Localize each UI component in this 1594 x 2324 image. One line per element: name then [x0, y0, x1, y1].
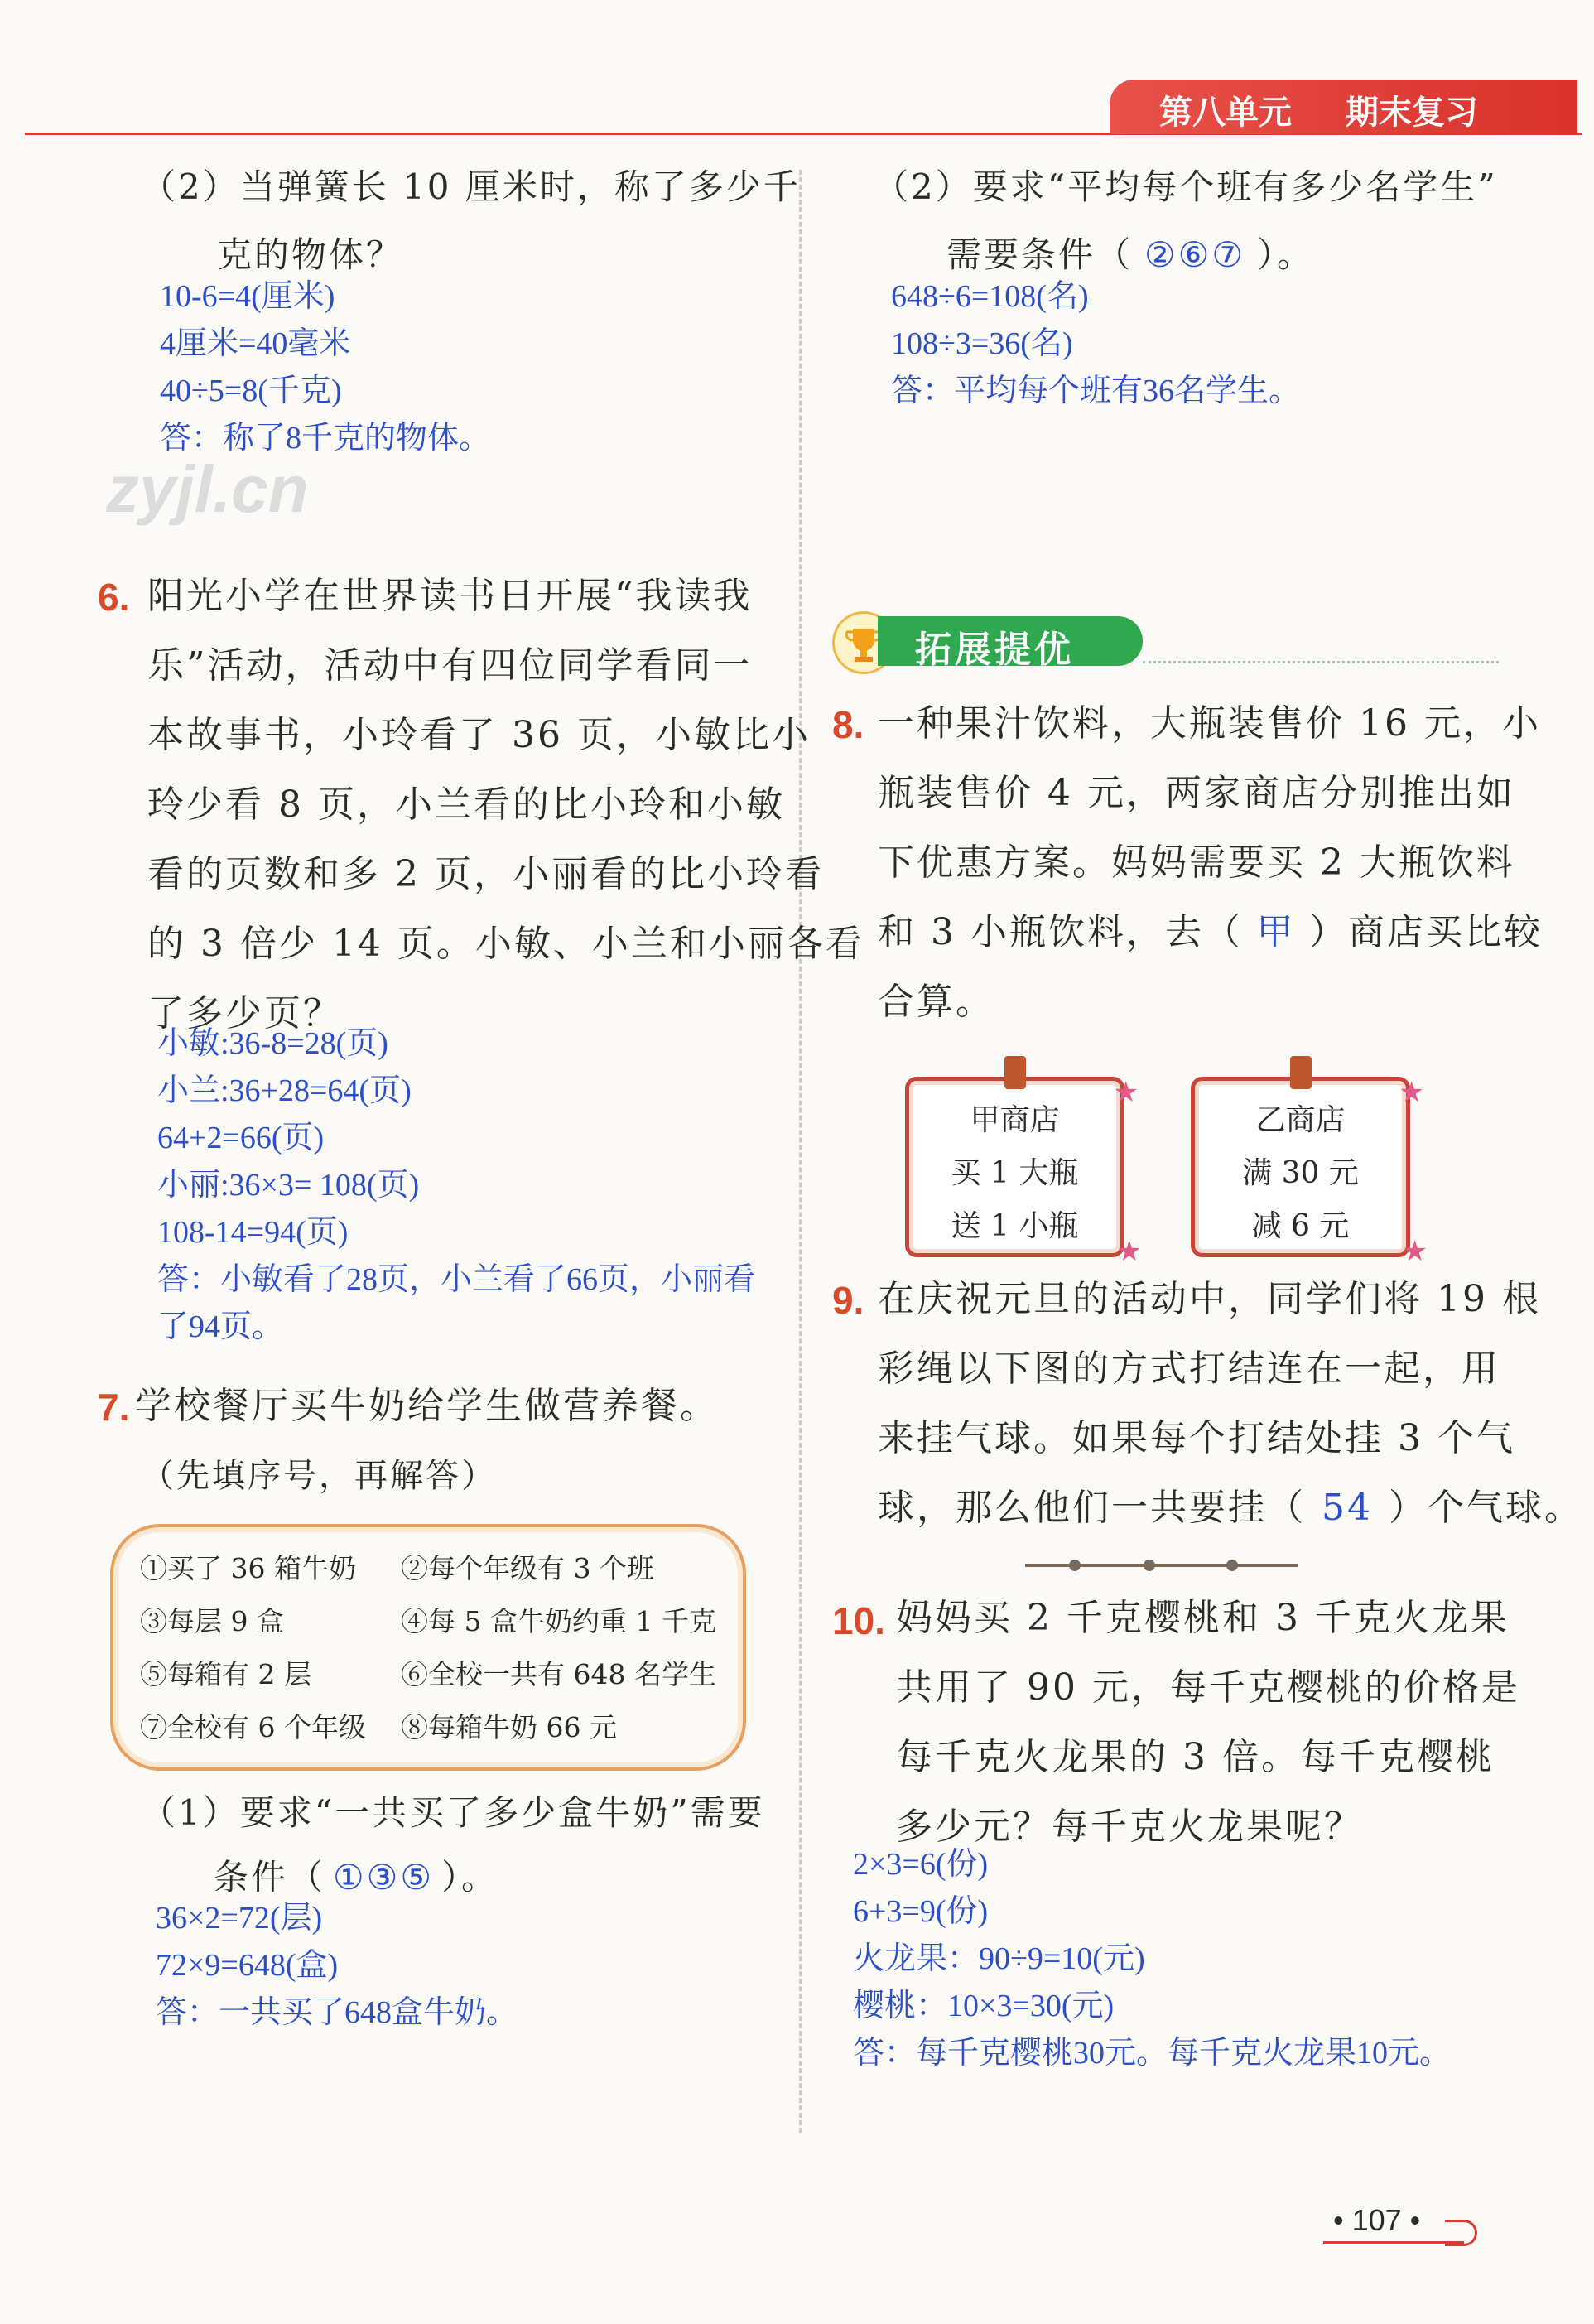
shop-a-name: 甲商店: [970, 1103, 1060, 1137]
text-line: 彩绳以下图的方式打结连在一起，用: [878, 1348, 1500, 1390]
watermark: zyjl.cn: [106, 452, 309, 526]
star-icon: ★: [1402, 1235, 1428, 1268]
star-icon: ★: [1113, 1076, 1139, 1109]
text-line: 来挂气球。如果每个打结处挂 3 个气: [878, 1417, 1515, 1459]
q8-line4-prefix: 和 3 小瓶饮料，去（: [878, 911, 1243, 953]
q7-line2: （先填序号，再解答）: [141, 1457, 497, 1495]
q6-number: 6.: [98, 576, 130, 619]
text-line: 的 3 倍少 14 页。小敏、小兰和小丽各看: [147, 923, 864, 965]
shop-a-sign: [905, 1076, 1142, 1268]
star-icon: ★: [1116, 1235, 1142, 1268]
condition-row: [140, 1595, 716, 1648]
text-line: 阳光小学在世界读书日开展“我读我: [147, 575, 753, 617]
header-banner: [1110, 80, 1577, 134]
text-line: [878, 1473, 1583, 1543]
q5-2-line1: （2）当弹簧长 10 厘米时，称了多少千: [141, 166, 801, 207]
star-icon: ★: [1399, 1076, 1424, 1109]
condition-row: [140, 1542, 716, 1595]
q7-2-answers: [891, 273, 1300, 415]
answer-line: 36×2=72(层): [156, 1901, 323, 1936]
q10-answers: [853, 1841, 1451, 2077]
condition-7: ⑦全校有 6 个年级: [140, 1711, 366, 1743]
section-title: 拓展提优: [915, 629, 1074, 671]
text-line: 共用了 90 元，每千克樱桃的价格是: [896, 1666, 1520, 1709]
answer-line: 答：称了8千克的物体。: [160, 421, 491, 456]
answer-line: 答：平均每个班有36名学生。: [891, 374, 1301, 408]
answer-line: 108÷3=36(名): [891, 326, 1073, 361]
text-line: 多少元？每千克火龙果呢？: [896, 1806, 1363, 1848]
condition-4: ④每 5 盒牛奶约重 1 千克: [401, 1605, 716, 1637]
shop-a-offer2: 送 1 小瓶: [951, 1209, 1079, 1243]
answer-line: 10-6=4(厘米): [160, 279, 335, 314]
text-line: 乐”活动，活动中有四位同学看同一: [147, 644, 753, 687]
answer-line: 40÷5=8(千克): [160, 374, 342, 408]
condition-5: ⑤每箱有 2 层: [140, 1658, 311, 1690]
q8-line4-suffix: ）商店买比较: [1308, 911, 1543, 953]
q7-1-prefix: 条件（: [214, 1857, 326, 1897]
condition-8: ⑧每箱牛奶 66 元: [401, 1711, 617, 1743]
header-title: 期末复习: [1346, 94, 1478, 132]
answer-line: 小敏:36-8=28(页): [157, 1026, 388, 1061]
shop-a-offer1: 买 1 大瓶: [951, 1156, 1079, 1190]
answer-line: 小兰:36+28=64(页): [157, 1073, 412, 1108]
shop-b-offer2: 减 6 元: [1251, 1209, 1350, 1243]
answer-line: 64+2=66(页): [157, 1121, 325, 1155]
text-line: 瓶装售价 4 元，两家商店分别推出如: [878, 772, 1515, 814]
answer-line: 4厘米=40毫米: [160, 326, 351, 361]
column-divider: [799, 170, 802, 2133]
shop-b-offer1: 满 30 元: [1242, 1156, 1359, 1190]
answer-line: 答：小敏看了28页，小兰看了66页，小丽看: [157, 1262, 756, 1297]
answer-line: 2×3=6(份): [853, 1847, 989, 1882]
q7-1-answers: [156, 1895, 518, 2037]
q7-1-line1: （1）要求“一共买了多少盒牛奶”需要: [141, 1792, 765, 1833]
section-header: [832, 611, 1495, 671]
q8-text: [878, 689, 1543, 1037]
condition-1: ①买了 36 箱牛奶: [140, 1552, 356, 1584]
q7-1-suffix: ）。: [441, 1857, 499, 1897]
q7-2-prefix: 需要条件（: [946, 234, 1134, 275]
header-unit: 第八单元: [1159, 94, 1292, 132]
text-line: 在庆祝元旦的活动中，同学们将 19 根: [878, 1278, 1541, 1320]
text-line: 了多少页？: [147, 992, 342, 1034]
answer-line: 648÷6=108(名): [891, 279, 1089, 314]
q7-line1: 学校餐厅买牛奶给学生做营养餐。: [135, 1385, 719, 1427]
page-curl-icon: [1445, 2220, 1477, 2246]
q7-2-fill: ②⑥⑦: [1144, 234, 1245, 275]
page-number-underline: [1323, 2241, 1464, 2244]
answer-line: 108-14=94(页): [157, 1215, 349, 1250]
shop-b-name: 乙商店: [1255, 1103, 1346, 1137]
q8-number: 8.: [832, 703, 864, 746]
q5-2-answers: [160, 273, 490, 462]
q7-2-suffix: ）。: [1257, 234, 1315, 275]
q7-2-line1: （2）要求“平均每个班有多少名学生”: [874, 166, 1498, 207]
q9-line4-prefix: 球，那么他们一共要挂（: [878, 1487, 1306, 1529]
conditions-box: [110, 1524, 746, 1771]
text-line: 一种果汁饮料，大瓶装售价 16 元，小: [878, 702, 1541, 745]
q7-number: 7.: [98, 1386, 130, 1429]
q5-2-line2: 克的物体？: [217, 234, 404, 275]
text-line: 下优惠方案。妈妈需要买 2 大瓶饮料: [878, 841, 1515, 884]
answer-line: 樱桃：10×3=30(元): [853, 1989, 1115, 2023]
q8-fill: 甲: [1256, 911, 1296, 953]
answer-line: 答：每千克樱桃30元。每千克火龙果10元。: [853, 2036, 1452, 2071]
pin-icon: [1004, 1056, 1026, 1089]
section-title-bg: [878, 616, 1143, 671]
section-dotted-line: [1143, 661, 1499, 663]
q9-line4-suffix: ）个气球。: [1389, 1487, 1583, 1529]
answer-line: 6+3=9(份): [853, 1894, 989, 1929]
rope-illustration: [1025, 1557, 1298, 1574]
condition-3: ③每层 9 盒: [140, 1605, 284, 1637]
answer-line: 72×9=648(盒): [156, 1948, 339, 1983]
q10-text: [896, 1584, 1520, 1862]
q9-number: 9.: [832, 1279, 864, 1322]
condition-row: [140, 1701, 716, 1754]
text-line: 每千克火龙果的 3 倍。每千克樱桃: [896, 1736, 1495, 1778]
q10-number: 10.: [832, 1599, 885, 1642]
text-line: [878, 898, 1543, 967]
page-number: • 107 •: [1333, 2203, 1421, 2237]
text-line: 看的页数和多 2 页，小丽看的比小玲看: [147, 853, 824, 895]
q6-answers: [157, 1020, 755, 1351]
q9-fill: 54: [1322, 1487, 1373, 1529]
pin-icon: [1290, 1056, 1312, 1089]
q6-text: [147, 562, 864, 1049]
text-line: 妈妈买 2 千克樱桃和 3 千克火龙果: [896, 1597, 1510, 1639]
text-line: 本故事书，小玲看了 36 页，小敏比小: [147, 714, 811, 756]
q9-text: [878, 1265, 1583, 1543]
answer-line: 答：一共买了648盒牛奶。: [156, 1995, 518, 2030]
answer-line: 小丽:36×3= 108(页): [157, 1168, 420, 1203]
q7-1-fill: ①③⑤: [333, 1857, 434, 1897]
condition-2: ②每个年级有 3 个班: [401, 1552, 654, 1584]
condition-6: ⑥全校一共有 648 名学生: [401, 1658, 716, 1690]
shop-b-sign: [1191, 1076, 1428, 1268]
answer-line: 火龙果：90÷9=10(元): [853, 1941, 1145, 1976]
text-line: 合算。: [878, 981, 994, 1023]
text-line: 玲少看 8 页，小兰看的比小玲和小敏: [147, 784, 785, 826]
answer-line: 了94页。: [157, 1309, 284, 1344]
condition-row: [140, 1648, 716, 1701]
